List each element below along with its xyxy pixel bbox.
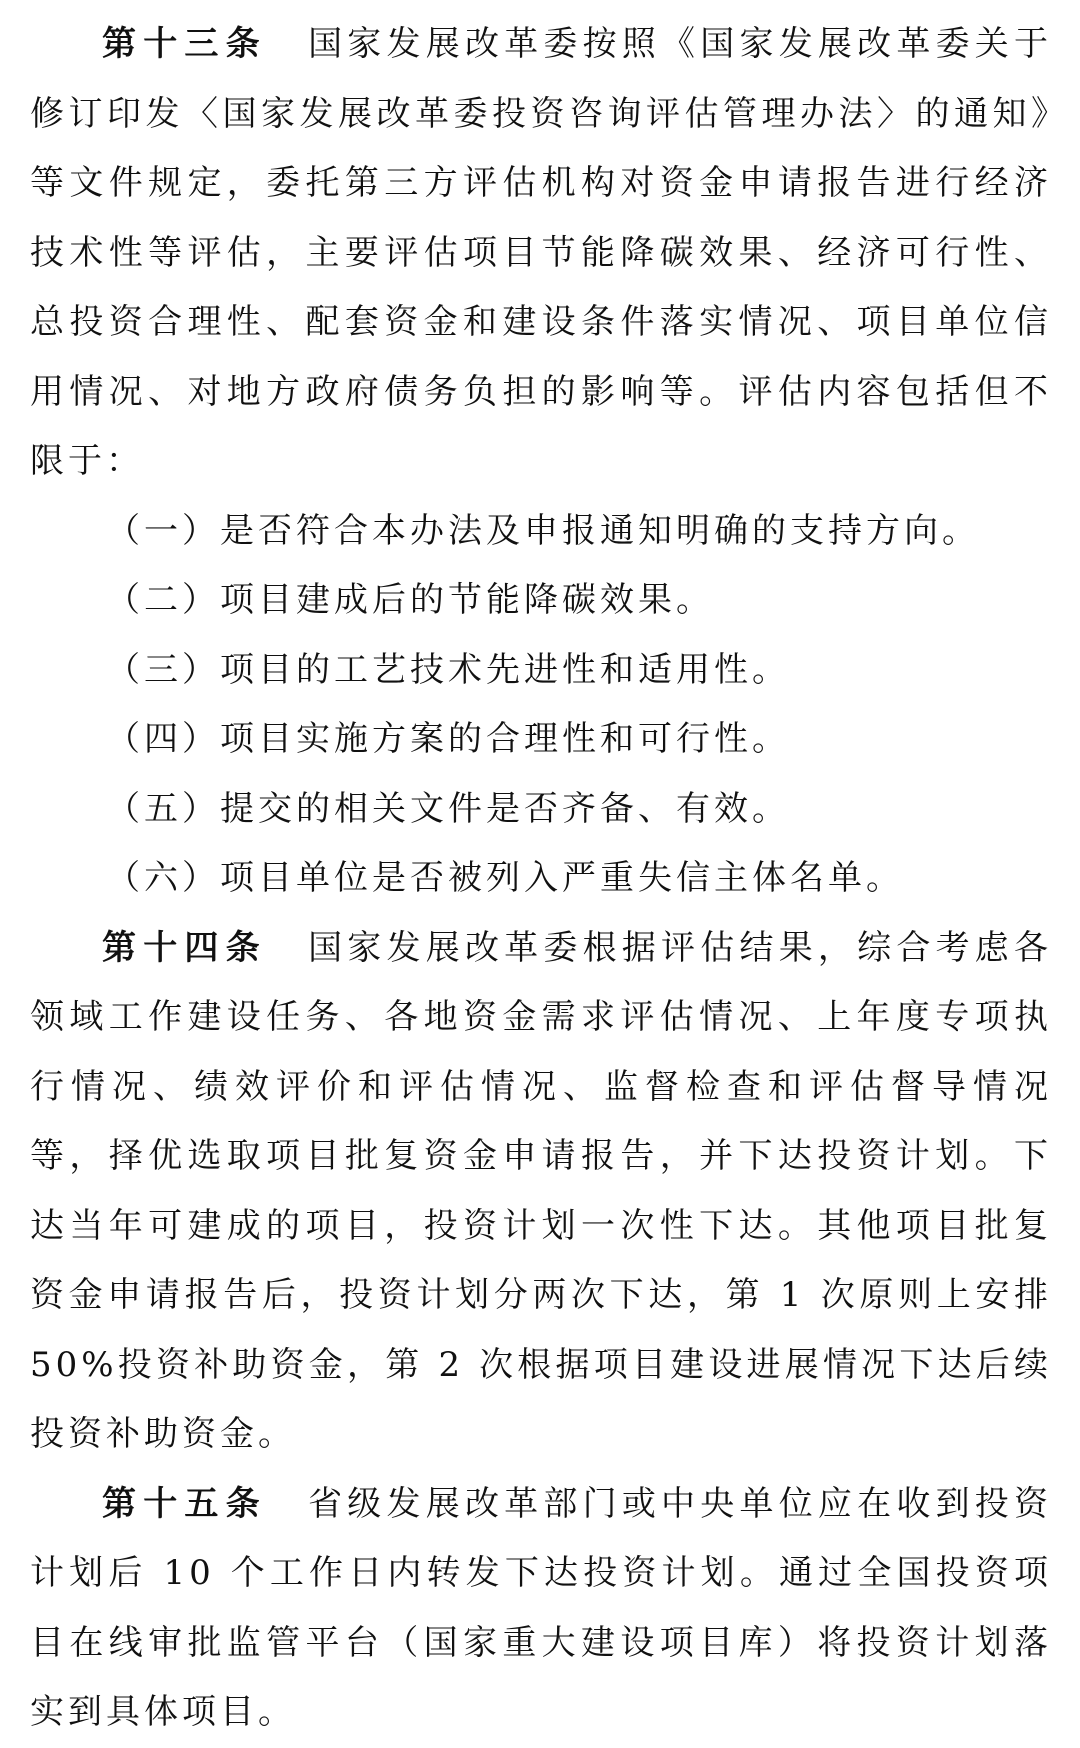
article-13-item-5: （五）提交的相关文件是否齐备、有效。 xyxy=(106,788,790,829)
article-15-heading: 第十五条 xyxy=(102,1483,267,1524)
article-14-body: 国家发展改革委根据评估结果，综合考虑各领域工作建设任务、各地资金需求评估情况、上年度专项执行情况、绩效评价和评估情况、监督检查和评估督导情况等，择优选取项目批复资金申请报告，并下达投资计划。下达当年可建成的项目，投资计划一次性下达。其他项目批复资金申请报告后，投资计划分两次下达，第 1 次原则上安排 50%投资补助资金，第 2 次根据项目建设进展情况下达后续投资补助资金。 xyxy=(30,927,1053,1454)
article-13-item-1: （一）是否符合本办法及申报通知明确的支持方向。 xyxy=(106,510,980,551)
article-15-body: 省级发展改革部门或中央单位应在收到投资计划后 10 个工作日内转发下达投资计划。通过全国投资项目在线审批监管平台（国家重大建设项目库）将投资计划落实到具体项目。 xyxy=(30,1483,1053,1732)
article-15 xyxy=(30,1470,1052,1748)
article-13 xyxy=(30,10,1052,497)
document-page xyxy=(30,10,1052,1748)
article-14 xyxy=(30,914,1052,1470)
article-14-heading: 第十四条 xyxy=(102,927,267,968)
article-13-item-2: （二）项目建成后的节能降碳效果。 xyxy=(106,580,714,620)
article-13-body: 国家发展改革委按照《国家发展改革委关于修订印发〈国家发展改革委投资咨询评估管理办法〉的通知》等文件规定，委托第三方评估机构对资金申请报告进行经济技术性等评估，主要评估项目节能降碳效果、经济可行性、总投资合理性、配套资金和建设条件落实情况、项目单位信用情况、对地方政府债务负担的影响等。评估内容包括但不限于： xyxy=(30,24,1053,481)
article-13-item-4: （四）项目实施方案的合理性和可行性。 xyxy=(106,719,790,759)
article-13-item-6: （六）项目单位是否被列入严重失信主体名单。 xyxy=(106,858,904,898)
article-13-heading: 第十三条 xyxy=(102,24,267,64)
article-13-item-3: （三）项目的工艺技术先进性和适用性。 xyxy=(106,649,790,690)
